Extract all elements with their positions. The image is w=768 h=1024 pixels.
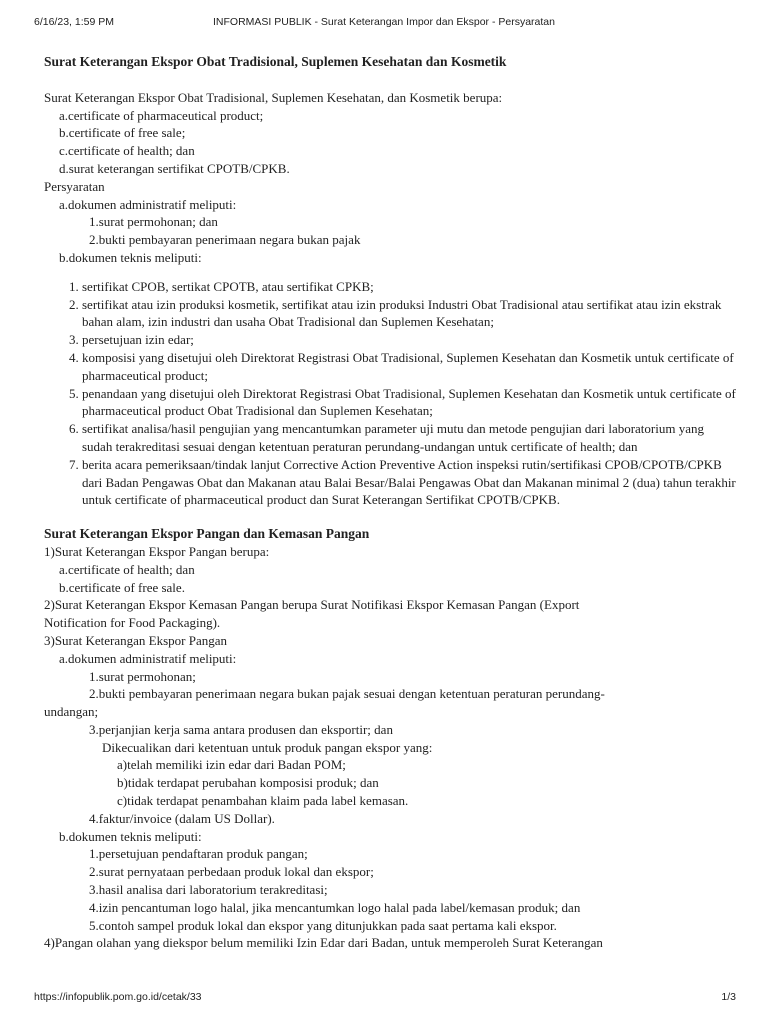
admin-doc-item: 1.surat permohonan; dan <box>89 214 218 230</box>
food-export-point-4: 4)Pangan olahan yang diekspor belum memiliki Izin Edar dari Badan, untuk memperoleh Surat Keterangan <box>44 935 603 951</box>
list-item: 3. persetujuan izin edar; <box>82 331 736 349</box>
food-export-point-2-cont: Notification for Food Packaging). <box>44 615 221 631</box>
print-title: INFORMASI PUBLIK - Surat Keterangan Impor dan Ekspor - Persyaratan <box>213 16 555 28</box>
food-tech-label: b.dokumen teknis meliputi: <box>59 828 202 844</box>
food-admin-label: a.dokumen administratif meliputi: <box>59 650 237 666</box>
food-admin-item: 3.perjanjian kerja sama antara produsen dan eksportir; dan <box>89 721 393 737</box>
form-item: a.certificate of pharmaceutical product; <box>59 107 264 123</box>
form-item: c.certificate of health; dan <box>59 143 195 159</box>
food-export-point-3: 3)Surat Keterangan Ekspor Pangan <box>44 632 228 648</box>
admin-doc-item: 2.bukti pembayaran penerimaan negara bukan pajak <box>89 232 361 248</box>
list-item: 1. sertifikat CPOB, sertikat CPOTB, atau sertifikat CPKB; <box>82 278 736 296</box>
page-number: 1/3 <box>721 991 736 1003</box>
admin-docs-label: a.dokumen administratif meliputi: <box>59 196 237 212</box>
list-item: 4. komposisi yang disetujui oleh Direktorat Registrasi Obat Tradisional, Suplemen Kesehatan dan Kosmetik untuk certificate of pharmaceutical product; <box>82 349 736 385</box>
food-admin-item-cont: undangan; <box>44 704 99 720</box>
tech-docs-label: b.dokumen teknis meliputi: <box>59 249 202 265</box>
print-datetime: 6/16/23, 1:59 PM <box>34 16 114 28</box>
print-footer <box>0 991 768 1005</box>
food-admin-item: 2.bukti pembayaran penerimaan negara bukan pajak sesuai dengan ketentuan peraturan perundang- <box>89 686 605 702</box>
food-cert-item: a.certificate of health; dan <box>59 561 195 577</box>
form-item: d.surat keterangan sertifikat CPOTB/CPKB. <box>59 160 290 176</box>
print-url: https://infopublik.pom.go.id/cetak/33 <box>34 991 202 1003</box>
exemption-item: b)tidak terdapat perubahan komposisi produk; dan <box>117 775 379 791</box>
section1-heading: Surat Keterangan Ekspor Obat Tradisional, Suplemen Kesehatan dan Kosmetik <box>44 54 507 69</box>
exemption-item: c)tidak terdapat penambahan klaim pada label kemasan. <box>117 793 409 809</box>
food-tech-item: 3.hasil analisa dari laboratorium terakreditasi; <box>89 882 328 898</box>
exemption-item: a)telah memiliki izin edar dari Badan POM; <box>117 757 346 773</box>
food-admin-item: 1.surat permohonan; <box>89 668 196 684</box>
requirements-label: Persyaratan <box>44 178 105 194</box>
print-header <box>0 16 768 30</box>
list-item: 7. berita acara pemeriksaan/tindak lanjut Corrective Action Preventive Action inspeksi rutin/sertifikasi CPOB/CPOTB/CPKB dari Badan Pengawas Obat dan Makanan atau Balai Besar/Balai Pengawas Obat dan Makanan minimal 2 (dua) tahun terakhir untuk certificate of pharmaceutical product dan Surat Keterangan Sertifikat CPOTB/CPKB. <box>82 456 736 509</box>
tech-docs-list <box>44 278 736 509</box>
list-item: 2. sertifikat atau izin produksi kosmetik, sertifikat atau izin produksi Industri Obat Tradisional atau sertifikat atau izin ekstrak bahan alam, izin industri dan usaha Obat Tradisional dan Suplemen Kesehatan; <box>82 296 736 332</box>
food-tech-item: 2.surat pernyataan perbedaan produk lokal dan ekspor; <box>89 864 374 880</box>
food-export-point-2: 2)Surat Keterangan Ekspor Kemasan Pangan berupa Surat Notifikasi Ekspor Kemasan Pangan (Export <box>44 597 580 613</box>
food-tech-item: 5.contoh sampel produk lokal dan ekspor yang ditunjukkan pada saat pertama kali ekspor. <box>89 917 557 933</box>
food-export-point-1: 1)Surat Keterangan Ekspor Pangan berupa: <box>44 543 270 559</box>
section2-heading: Surat Keterangan Ekspor Pangan dan Kemasan Pangan <box>44 526 370 542</box>
exemption-label: Dikecualikan dari ketentuan untuk produk pangan ekspor yang: <box>102 739 433 755</box>
document-body <box>44 53 736 952</box>
form-item: b.certificate of free sale; <box>59 125 186 141</box>
food-admin-item: 4.faktur/invoice (dalam US Dollar). <box>89 810 275 826</box>
section1-intro: Surat Keterangan Ekspor Obat Tradisional, Suplemen Kesehatan, dan Kosmetik berupa: <box>44 89 503 105</box>
list-item: 5. penandaan yang disetujui oleh Direktorat Registrasi Obat Tradisional, Suplemen Kesehatan dan Kosmetik untuk certificate of pharmaceutical product Obat Tradisional dan Suplemen Kesehatan; <box>82 385 736 421</box>
food-cert-item: b.certificate of free sale. <box>59 579 185 595</box>
food-tech-item: 1.persetujuan pendaftaran produk pangan; <box>89 846 308 862</box>
food-tech-item: 4.izin pencantuman logo halal, jika mencantumkan logo halal pada label/kemasan produk; dan <box>89 899 581 915</box>
list-item: 6. sertifikat analisa/hasil pengujian yang mencantumkan parameter uji mutu dan metode pengujian dari laboratorium yang sudah terakreditasi sesuai dengan ketentuan peraturan perundang-undangan untuk certificate of health; dan <box>82 420 736 456</box>
